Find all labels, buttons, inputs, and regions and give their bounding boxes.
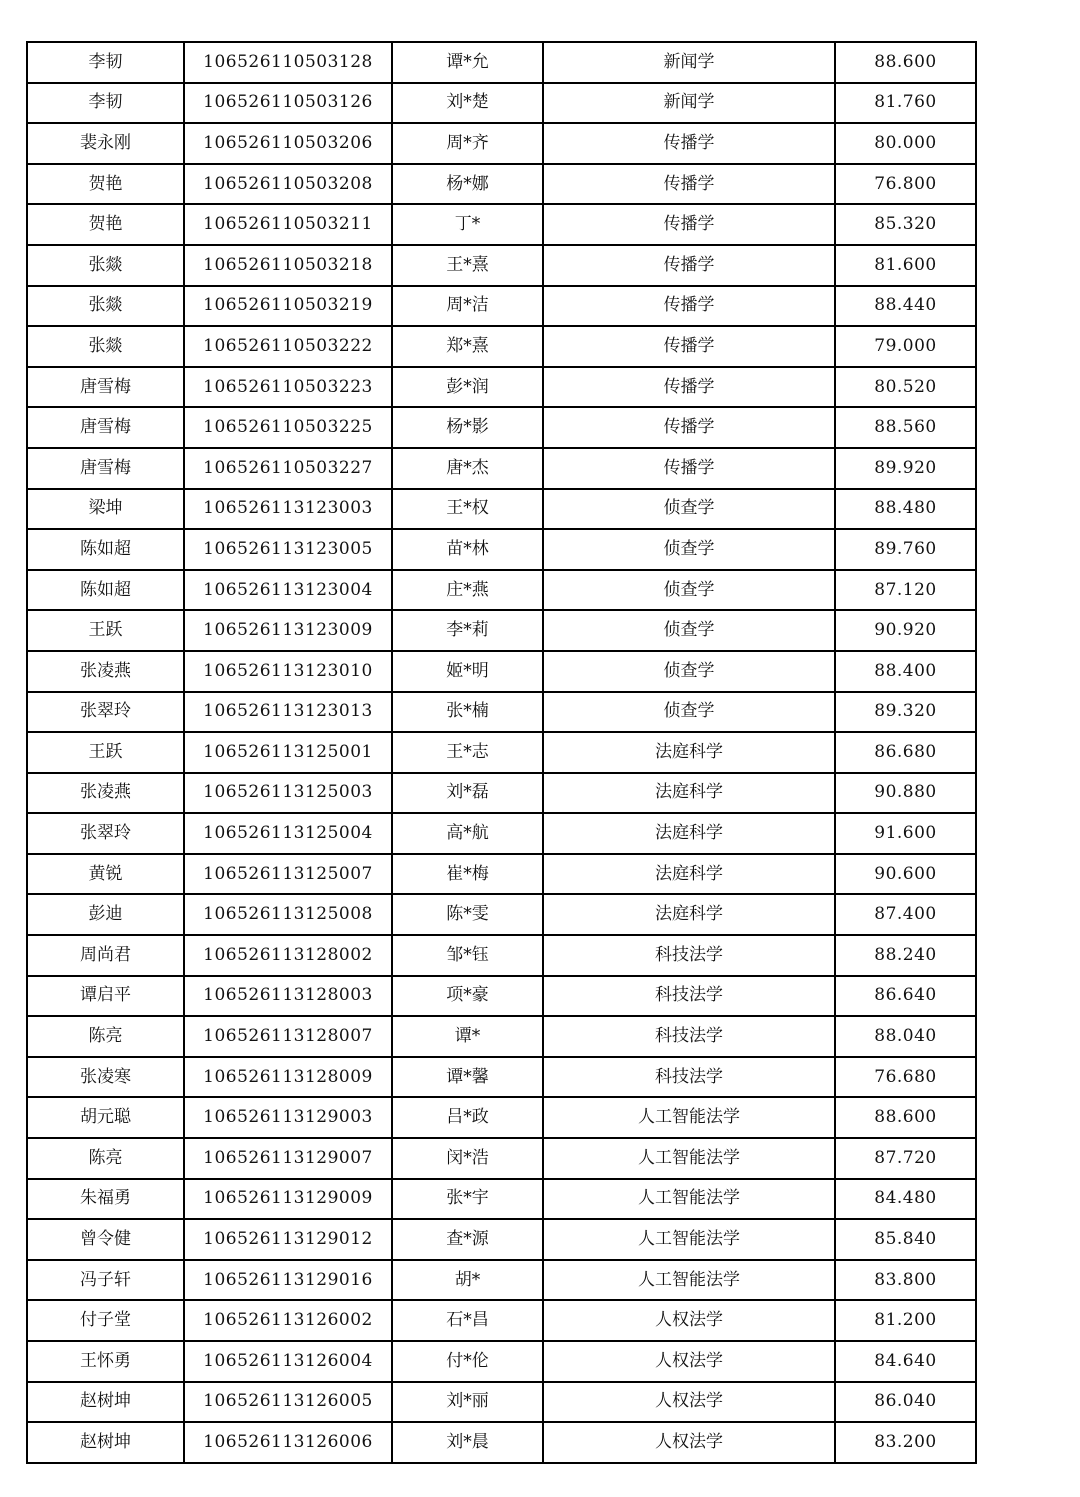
student-id-cell: 106526110503225: [184, 407, 392, 448]
major-cell: 传播学: [543, 286, 835, 327]
score-cell: 90.600: [835, 854, 976, 895]
student-id-cell: 106526113123003: [184, 489, 392, 530]
score-cell: 87.400: [835, 894, 976, 935]
score-cell: 79.000: [835, 326, 976, 367]
supervisor-cell: 张凌燕: [27, 651, 184, 692]
major-cell: 传播学: [543, 245, 835, 286]
score-cell: 76.800: [835, 164, 976, 205]
score-cell: 76.680: [835, 1057, 976, 1098]
supervisor-cell: 裴永刚: [27, 123, 184, 164]
student-name-cell: 张*宇: [392, 1179, 543, 1220]
student-id-cell: 106526110503227: [184, 448, 392, 489]
supervisor-cell: 陈亮: [27, 1138, 184, 1179]
student-id-cell: 106526113123009: [184, 610, 392, 651]
table-row: [27, 692, 976, 733]
student-name-cell: 周*洁: [392, 286, 543, 327]
major-cell: 科技法学: [543, 935, 835, 976]
major-cell: 法庭科学: [543, 773, 835, 814]
table-body: [27, 42, 976, 1463]
student-name-cell: 庄*燕: [392, 570, 543, 611]
student-id-cell: 106526113129007: [184, 1138, 392, 1179]
score-cell: 81.200: [835, 1300, 976, 1341]
major-cell: 传播学: [543, 164, 835, 205]
score-cell: 87.720: [835, 1138, 976, 1179]
major-cell: 侦查学: [543, 692, 835, 733]
major-cell: 人工智能法学: [543, 1097, 835, 1138]
table-row: [27, 42, 976, 83]
student-name-cell: 吕*政: [392, 1097, 543, 1138]
table-row: [27, 245, 976, 286]
major-cell: 科技法学: [543, 976, 835, 1017]
student-id-cell: 106526110503211: [184, 204, 392, 245]
table-row: [27, 813, 976, 854]
major-cell: 人权法学: [543, 1382, 835, 1423]
table-row: [27, 894, 976, 935]
student-name-cell: 杨*娜: [392, 164, 543, 205]
table-row: [27, 1382, 976, 1423]
student-name-cell: 刘*丽: [392, 1382, 543, 1423]
student-name-cell: 陈*雯: [392, 894, 543, 935]
major-cell: 人工智能法学: [543, 1179, 835, 1220]
score-cell: 80.520: [835, 367, 976, 408]
student-id-cell: 106526110503219: [184, 286, 392, 327]
student-id-cell: 106526110503208: [184, 164, 392, 205]
student-name-cell: 张*楠: [392, 692, 543, 733]
student-id-cell: 106526113128002: [184, 935, 392, 976]
table-row: [27, 1422, 976, 1463]
student-name-cell: 王*权: [392, 489, 543, 530]
student-name-cell: 项*豪: [392, 976, 543, 1017]
major-cell: 法庭科学: [543, 813, 835, 854]
major-cell: 人工智能法学: [543, 1260, 835, 1301]
student-name-cell: 王*志: [392, 732, 543, 773]
student-name-cell: 丁*: [392, 204, 543, 245]
supervisor-cell: 付子堂: [27, 1300, 184, 1341]
student-name-cell: 刘*磊: [392, 773, 543, 814]
student-id-cell: 106526113128003: [184, 976, 392, 1017]
supervisor-cell: 周尚君: [27, 935, 184, 976]
table-row: [27, 935, 976, 976]
major-cell: 人工智能法学: [543, 1138, 835, 1179]
student-id-cell: 106526113123005: [184, 529, 392, 570]
student-id-cell: 106526113123013: [184, 692, 392, 733]
major-cell: 传播学: [543, 448, 835, 489]
student-id-cell: 106526113128009: [184, 1057, 392, 1098]
student-id-cell: 106526110503218: [184, 245, 392, 286]
score-cell: 84.480: [835, 1179, 976, 1220]
major-cell: 传播学: [543, 367, 835, 408]
major-cell: 侦查学: [543, 651, 835, 692]
score-cell: 88.600: [835, 42, 976, 83]
student-name-cell: 石*昌: [392, 1300, 543, 1341]
score-cell: 88.440: [835, 286, 976, 327]
major-cell: 人权法学: [543, 1422, 835, 1463]
supervisor-cell: 黄锐: [27, 854, 184, 895]
table-row: [27, 367, 976, 408]
table-row: [27, 773, 976, 814]
student-name-cell: 邹*钰: [392, 935, 543, 976]
score-cell: 91.600: [835, 813, 976, 854]
score-cell: 88.040: [835, 1016, 976, 1057]
score-cell: 88.560: [835, 407, 976, 448]
major-cell: 侦查学: [543, 529, 835, 570]
major-cell: 法庭科学: [543, 732, 835, 773]
major-cell: 传播学: [543, 326, 835, 367]
score-cell: 88.400: [835, 651, 976, 692]
table-row: [27, 407, 976, 448]
student-id-cell: 106526113126006: [184, 1422, 392, 1463]
table-row: [27, 854, 976, 895]
student-id-cell: 106526113123010: [184, 651, 392, 692]
supervisor-cell: 张翠玲: [27, 813, 184, 854]
student-name-cell: 查*源: [392, 1219, 543, 1260]
student-id-cell: 106526113128007: [184, 1016, 392, 1057]
student-name-cell: 谭*馨: [392, 1057, 543, 1098]
score-cell: 86.040: [835, 1382, 976, 1423]
supervisor-cell: 张凌燕: [27, 773, 184, 814]
score-cell: 86.640: [835, 976, 976, 1017]
score-cell: 83.200: [835, 1422, 976, 1463]
student-name-cell: 唐*杰: [392, 448, 543, 489]
table-row: [27, 529, 976, 570]
student-id-cell: 106526113126004: [184, 1341, 392, 1382]
supervisor-cell: 王跃: [27, 610, 184, 651]
score-cell: 80.000: [835, 123, 976, 164]
supervisor-cell: 赵树坤: [27, 1422, 184, 1463]
supervisor-cell: 张翠玲: [27, 692, 184, 733]
table-row: [27, 123, 976, 164]
major-cell: 侦查学: [543, 610, 835, 651]
major-cell: 人权法学: [543, 1300, 835, 1341]
major-cell: 法庭科学: [543, 854, 835, 895]
score-cell: 89.760: [835, 529, 976, 570]
student-name-cell: 王*熹: [392, 245, 543, 286]
score-cell: 84.640: [835, 1341, 976, 1382]
student-id-cell: 106526110503206: [184, 123, 392, 164]
major-cell: 传播学: [543, 407, 835, 448]
table-row: [27, 164, 976, 205]
table-row: [27, 1219, 976, 1260]
supervisor-cell: 贺艳: [27, 204, 184, 245]
table-row: [27, 1260, 976, 1301]
table-row: [27, 204, 976, 245]
student-id-cell: 106526110503126: [184, 83, 392, 124]
major-cell: 科技法学: [543, 1057, 835, 1098]
student-id-cell: 106526113125004: [184, 813, 392, 854]
table-row: [27, 1138, 976, 1179]
student-name-cell: 郑*熹: [392, 326, 543, 367]
table-row: [27, 489, 976, 530]
table-row: [27, 976, 976, 1017]
supervisor-cell: 李韧: [27, 83, 184, 124]
supervisor-cell: 冯子轩: [27, 1260, 184, 1301]
table-row: [27, 1097, 976, 1138]
supervisor-cell: 朱福勇: [27, 1179, 184, 1220]
score-cell: 86.680: [835, 732, 976, 773]
student-name-cell: 苗*林: [392, 529, 543, 570]
student-name-cell: 姬*明: [392, 651, 543, 692]
supervisor-cell: 赵树坤: [27, 1382, 184, 1423]
student-name-cell: 刘*楚: [392, 83, 543, 124]
table-row: [27, 570, 976, 611]
admission-table: [26, 41, 977, 1464]
student-name-cell: 闵*浩: [392, 1138, 543, 1179]
student-name-cell: 崔*梅: [392, 854, 543, 895]
student-id-cell: 106526113125008: [184, 894, 392, 935]
student-id-cell: 106526113123004: [184, 570, 392, 611]
supervisor-cell: 彭迪: [27, 894, 184, 935]
student-name-cell: 刘*晨: [392, 1422, 543, 1463]
student-name-cell: 杨*影: [392, 407, 543, 448]
score-cell: 85.840: [835, 1219, 976, 1260]
supervisor-cell: 陈亮: [27, 1016, 184, 1057]
table-row: [27, 1016, 976, 1057]
student-name-cell: 谭*: [392, 1016, 543, 1057]
table-row: [27, 1300, 976, 1341]
supervisor-cell: 张凌寒: [27, 1057, 184, 1098]
supervisor-cell: 王怀勇: [27, 1341, 184, 1382]
table-row: [27, 326, 976, 367]
supervisor-cell: 唐雪梅: [27, 367, 184, 408]
supervisor-cell: 胡元聪: [27, 1097, 184, 1138]
supervisor-cell: 陈如超: [27, 529, 184, 570]
student-id-cell: 106526110503223: [184, 367, 392, 408]
supervisor-cell: 张燚: [27, 286, 184, 327]
supervisor-cell: 唐雪梅: [27, 448, 184, 489]
score-cell: 81.760: [835, 83, 976, 124]
score-cell: 88.600: [835, 1097, 976, 1138]
student-id-cell: 106526113125001: [184, 732, 392, 773]
score-cell: 83.800: [835, 1260, 976, 1301]
major-cell: 法庭科学: [543, 894, 835, 935]
table-row: [27, 1057, 976, 1098]
major-cell: 新闻学: [543, 42, 835, 83]
score-cell: 90.920: [835, 610, 976, 651]
score-cell: 81.600: [835, 245, 976, 286]
supervisor-cell: 谭启平: [27, 976, 184, 1017]
table-row: [27, 610, 976, 651]
table-row: [27, 448, 976, 489]
student-name-cell: 高*航: [392, 813, 543, 854]
table-row: [27, 1341, 976, 1382]
supervisor-cell: 梁坤: [27, 489, 184, 530]
table-row: [27, 732, 976, 773]
supervisor-cell: 贺艳: [27, 164, 184, 205]
student-id-cell: 106526110503222: [184, 326, 392, 367]
score-cell: 88.480: [835, 489, 976, 530]
student-id-cell: 106526113129003: [184, 1097, 392, 1138]
major-cell: 人工智能法学: [543, 1219, 835, 1260]
student-id-cell: 106526113129016: [184, 1260, 392, 1301]
table-row: [27, 286, 976, 327]
table-row: [27, 651, 976, 692]
student-id-cell: 106526113125003: [184, 773, 392, 814]
major-cell: 科技法学: [543, 1016, 835, 1057]
supervisor-cell: 曾令健: [27, 1219, 184, 1260]
student-id-cell: 106526113126002: [184, 1300, 392, 1341]
student-name-cell: 谭*允: [392, 42, 543, 83]
score-cell: 90.880: [835, 773, 976, 814]
major-cell: 传播学: [543, 204, 835, 245]
supervisor-cell: 李韧: [27, 42, 184, 83]
score-cell: 89.320: [835, 692, 976, 733]
supervisor-cell: 王跃: [27, 732, 184, 773]
score-cell: 89.920: [835, 448, 976, 489]
score-cell: 87.120: [835, 570, 976, 611]
score-cell: 85.320: [835, 204, 976, 245]
supervisor-cell: 张燚: [27, 245, 184, 286]
score-cell: 88.240: [835, 935, 976, 976]
student-id-cell: 106526113129009: [184, 1179, 392, 1220]
major-cell: 新闻学: [543, 83, 835, 124]
student-name-cell: 付*伦: [392, 1341, 543, 1382]
table-row: [27, 1179, 976, 1220]
supervisor-cell: 唐雪梅: [27, 407, 184, 448]
student-name-cell: 周*齐: [392, 123, 543, 164]
student-id-cell: 106526113129012: [184, 1219, 392, 1260]
student-name-cell: 李*莉: [392, 610, 543, 651]
supervisor-cell: 张燚: [27, 326, 184, 367]
supervisor-cell: 陈如超: [27, 570, 184, 611]
table-row: [27, 83, 976, 124]
major-cell: 传播学: [543, 123, 835, 164]
student-id-cell: 106526113125007: [184, 854, 392, 895]
student-id-cell: 106526110503128: [184, 42, 392, 83]
student-id-cell: 106526113126005: [184, 1382, 392, 1423]
student-name-cell: 胡*: [392, 1260, 543, 1301]
major-cell: 人权法学: [543, 1341, 835, 1382]
major-cell: 侦查学: [543, 489, 835, 530]
major-cell: 侦查学: [543, 570, 835, 611]
student-name-cell: 彭*润: [392, 367, 543, 408]
